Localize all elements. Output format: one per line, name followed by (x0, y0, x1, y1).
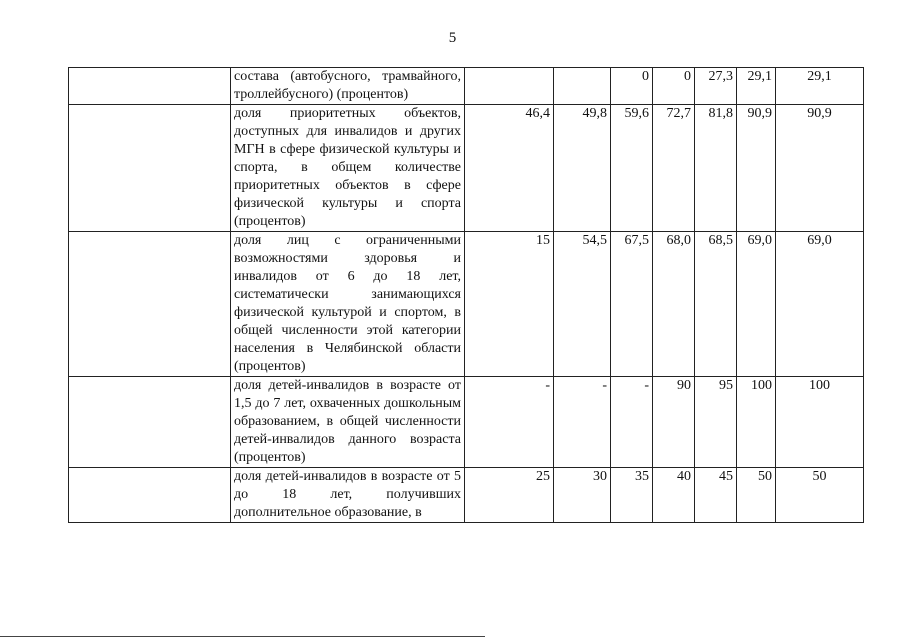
value-cell: 59,6 (611, 105, 653, 232)
value-cell: 95 (695, 377, 737, 468)
value-cell: 69,0 (776, 232, 864, 377)
row-group-cell (69, 468, 231, 523)
value-cell: 67,5 (611, 232, 653, 377)
value-cell: 72,7 (653, 105, 695, 232)
value-cell: 29,1 (737, 68, 776, 105)
value-cell: 25 (465, 468, 554, 523)
value-cell: 27,3 (695, 68, 737, 105)
value-cell: 68,0 (653, 232, 695, 377)
page-edge-line (0, 636, 485, 637)
indicator-text: доля приоритетных объектов, доступных для инвалидов и других МГН в сфере физической культуры и спорта, в общем количестве приоритетных объектов в сфере физической культуры и спорта (процентов) (231, 105, 465, 232)
value-cell: 69,0 (737, 232, 776, 377)
value-cell: 90,9 (737, 105, 776, 232)
table-row (69, 468, 864, 523)
value-cell: 90,9 (776, 105, 864, 232)
value-cell (554, 68, 611, 105)
value-cell (465, 68, 554, 105)
row-group-cell (69, 377, 231, 468)
row-group-cell (69, 68, 231, 105)
indicator-text: доля детей-инвалидов в возрасте от 1,5 до 7 лет, охваченных дошкольным образованием, в общей численности детей-инвалидов данного возраста (процентов) (231, 377, 465, 468)
value-cell: 30 (554, 468, 611, 523)
indicator-text: доля детей-инвалидов в возрасте от 5 до 18 лет, получивших дополнительное образование, в (231, 468, 465, 523)
value-cell: 15 (465, 232, 554, 377)
value-cell: 100 (776, 377, 864, 468)
value-cell: 68,5 (695, 232, 737, 377)
table-row (69, 232, 864, 377)
table-row (69, 105, 864, 232)
indicator-text: состава (автобусного, трамвайного, троллейбусного) (процентов) (231, 68, 465, 105)
value-cell: 45 (695, 468, 737, 523)
value-cell: 81,8 (695, 105, 737, 232)
value-cell: 29,1 (776, 68, 864, 105)
indicators-table (68, 67, 864, 523)
value-cell: 35 (611, 468, 653, 523)
indicator-text: доля лиц с ограниченными возможностями здоровья и инвалидов от 6 до 18 лет, систематически занимающихся физической культурой и спортом, в общей численности этой категории населения в Челябинской области (процентов) (231, 232, 465, 377)
value-cell: 0 (611, 68, 653, 105)
value-cell: 50 (737, 468, 776, 523)
value-cell: 50 (776, 468, 864, 523)
row-group-cell (69, 232, 231, 377)
value-cell: - (611, 377, 653, 468)
value-cell: 100 (737, 377, 776, 468)
value-cell: 90 (653, 377, 695, 468)
table-row (69, 68, 864, 105)
value-cell: 40 (653, 468, 695, 523)
table-row (69, 377, 864, 468)
value-cell: 54,5 (554, 232, 611, 377)
value-cell: - (554, 377, 611, 468)
value-cell: 46,4 (465, 105, 554, 232)
value-cell: - (465, 377, 554, 468)
page-number: 5 (448, 30, 457, 46)
row-group-cell (69, 105, 231, 232)
value-cell: 49,8 (554, 105, 611, 232)
value-cell: 0 (653, 68, 695, 105)
